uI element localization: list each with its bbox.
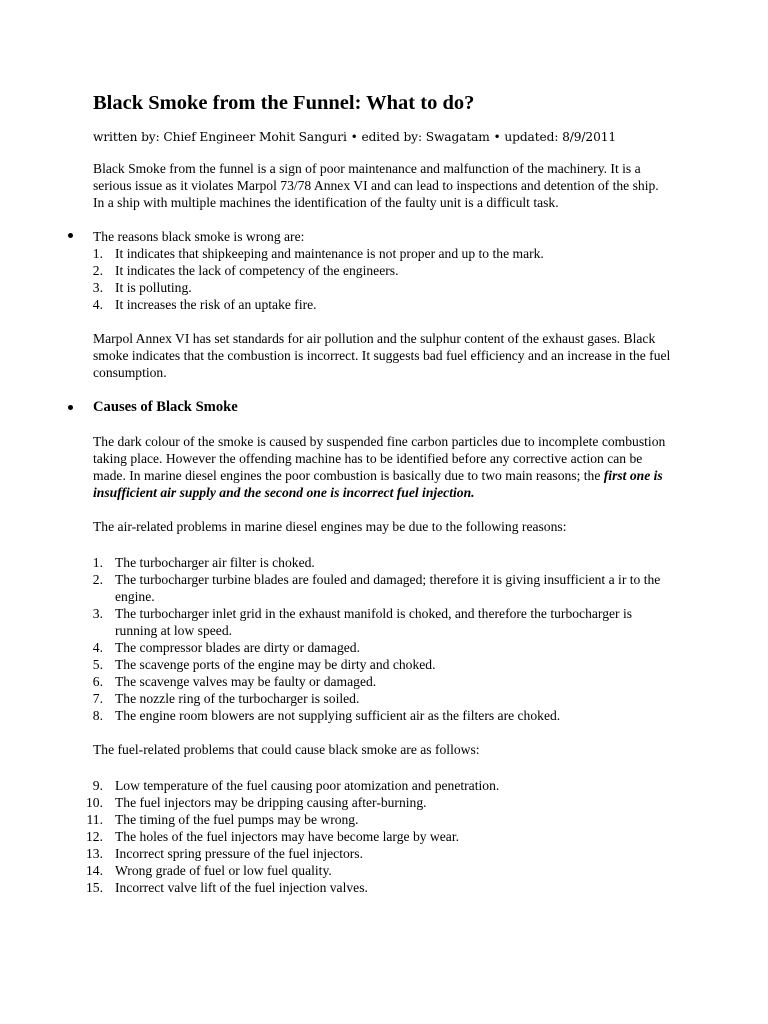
air-problems-list <box>69 554 673 724</box>
fuel-problems-list <box>69 777 673 896</box>
intro-paragraph: Black Smoke from the funnel is a sign of poor maintenance and malfunction of the machinery. It is a serious issue as it violates Marpol 73/78 Annex VI and can lead to inspections and detention of the ship. In a ship with multiple machines the identification of the faulty unit is a difficult task. <box>93 161 659 210</box>
air-intro: The air-related problems in marine diesel engines may be due to the following reasons: <box>93 519 567 534</box>
causes-emphasis: first one is insufficient air supply and the second one is incorrect fuel injection. <box>93 468 663 500</box>
fuel-intro: The fuel-related problems that could cause black smoke are as follows: <box>93 742 480 757</box>
document-page <box>86 90 673 896</box>
list-item: 12. The holes of the fuel injectors may have become large by wear. <box>86 829 459 844</box>
list-item: 3. It is polluting. <box>92 280 192 295</box>
list-item: 8. The engine room blowers are not supplying sufficient air as the filters are choked. <box>92 708 561 723</box>
list-item: 3. The turbocharger inlet grid in the exhaust manifold is choked, and therefore the turbocharger is running at low speed. <box>92 606 633 638</box>
list-item: 15. Incorrect valve lift of the fuel injection valves. <box>86 880 368 895</box>
list-item: 10. The fuel injectors may be dripping causing after-burning. <box>86 795 427 810</box>
causes-section <box>93 399 673 416</box>
list-item: 5. The scavenge ports of the engine may be dirty and choked. <box>92 657 436 672</box>
causes-paragraph: The dark colour of the smoke is caused by suspended fine carbon particles due to incomplete combustion taking place. However the offending machine has to be identified before any corrective action can be made. In marine diesel engines the poor combustion is basically due to two main reasons; the first one is insufficient air supply and the second one is incorrect fuel injection. <box>93 434 666 500</box>
list-item: 2. It indicates the lack of competency of the engineers. <box>92 263 399 278</box>
list-item: 6. The scavenge valves may be faulty or damaged. <box>92 674 377 689</box>
reasons-section <box>93 228 673 313</box>
marpol-paragraph: Marpol Annex VI has set standards for air pollution and the sulphur content of the exhaust gases. Black smoke indicates that the combustion is incorrect. It suggests bad fuel efficiency and an increase in the fuel consumption. <box>93 331 671 380</box>
document-title: Black Smoke from the Funnel: What to do? <box>93 92 475 114</box>
reasons-heading: The reasons black smoke is wrong are: <box>93 229 305 244</box>
reasons-list <box>69 245 673 313</box>
causes-heading: Causes of Black Smoke <box>93 399 238 415</box>
byline: written by: Chief Engineer Mohit Sanguri • edited by: Swagatam • updated: 8/9/2011 <box>93 130 617 144</box>
list-item: 11. The timing of the fuel pumps may be wrong. <box>86 812 359 827</box>
list-item: 13. Incorrect spring pressure of the fuel injectors. <box>86 846 363 861</box>
bullet-icon <box>68 405 73 410</box>
list-item: 4. It increases the risk of an uptake fire. <box>92 297 317 312</box>
list-item: 2. The turbocharger turbine blades are fouled and damaged; therefore it is giving insufficient a ir to the engine. <box>92 572 661 604</box>
list-item: 1. It indicates that shipkeeping and maintenance is not proper and up to the mark. <box>92 246 544 261</box>
bullet-icon <box>68 233 73 238</box>
list-item: 14. Wrong grade of fuel or low fuel quality. <box>86 863 332 878</box>
list-item: 9. Low temperature of the fuel causing poor atomization and penetration. <box>92 778 500 793</box>
list-item: 4. The compressor blades are dirty or damaged. <box>92 640 360 655</box>
list-item: 1. The turbocharger air filter is choked. <box>92 555 315 570</box>
list-item: 7. The nozzle ring of the turbocharger is soiled. <box>92 691 360 706</box>
